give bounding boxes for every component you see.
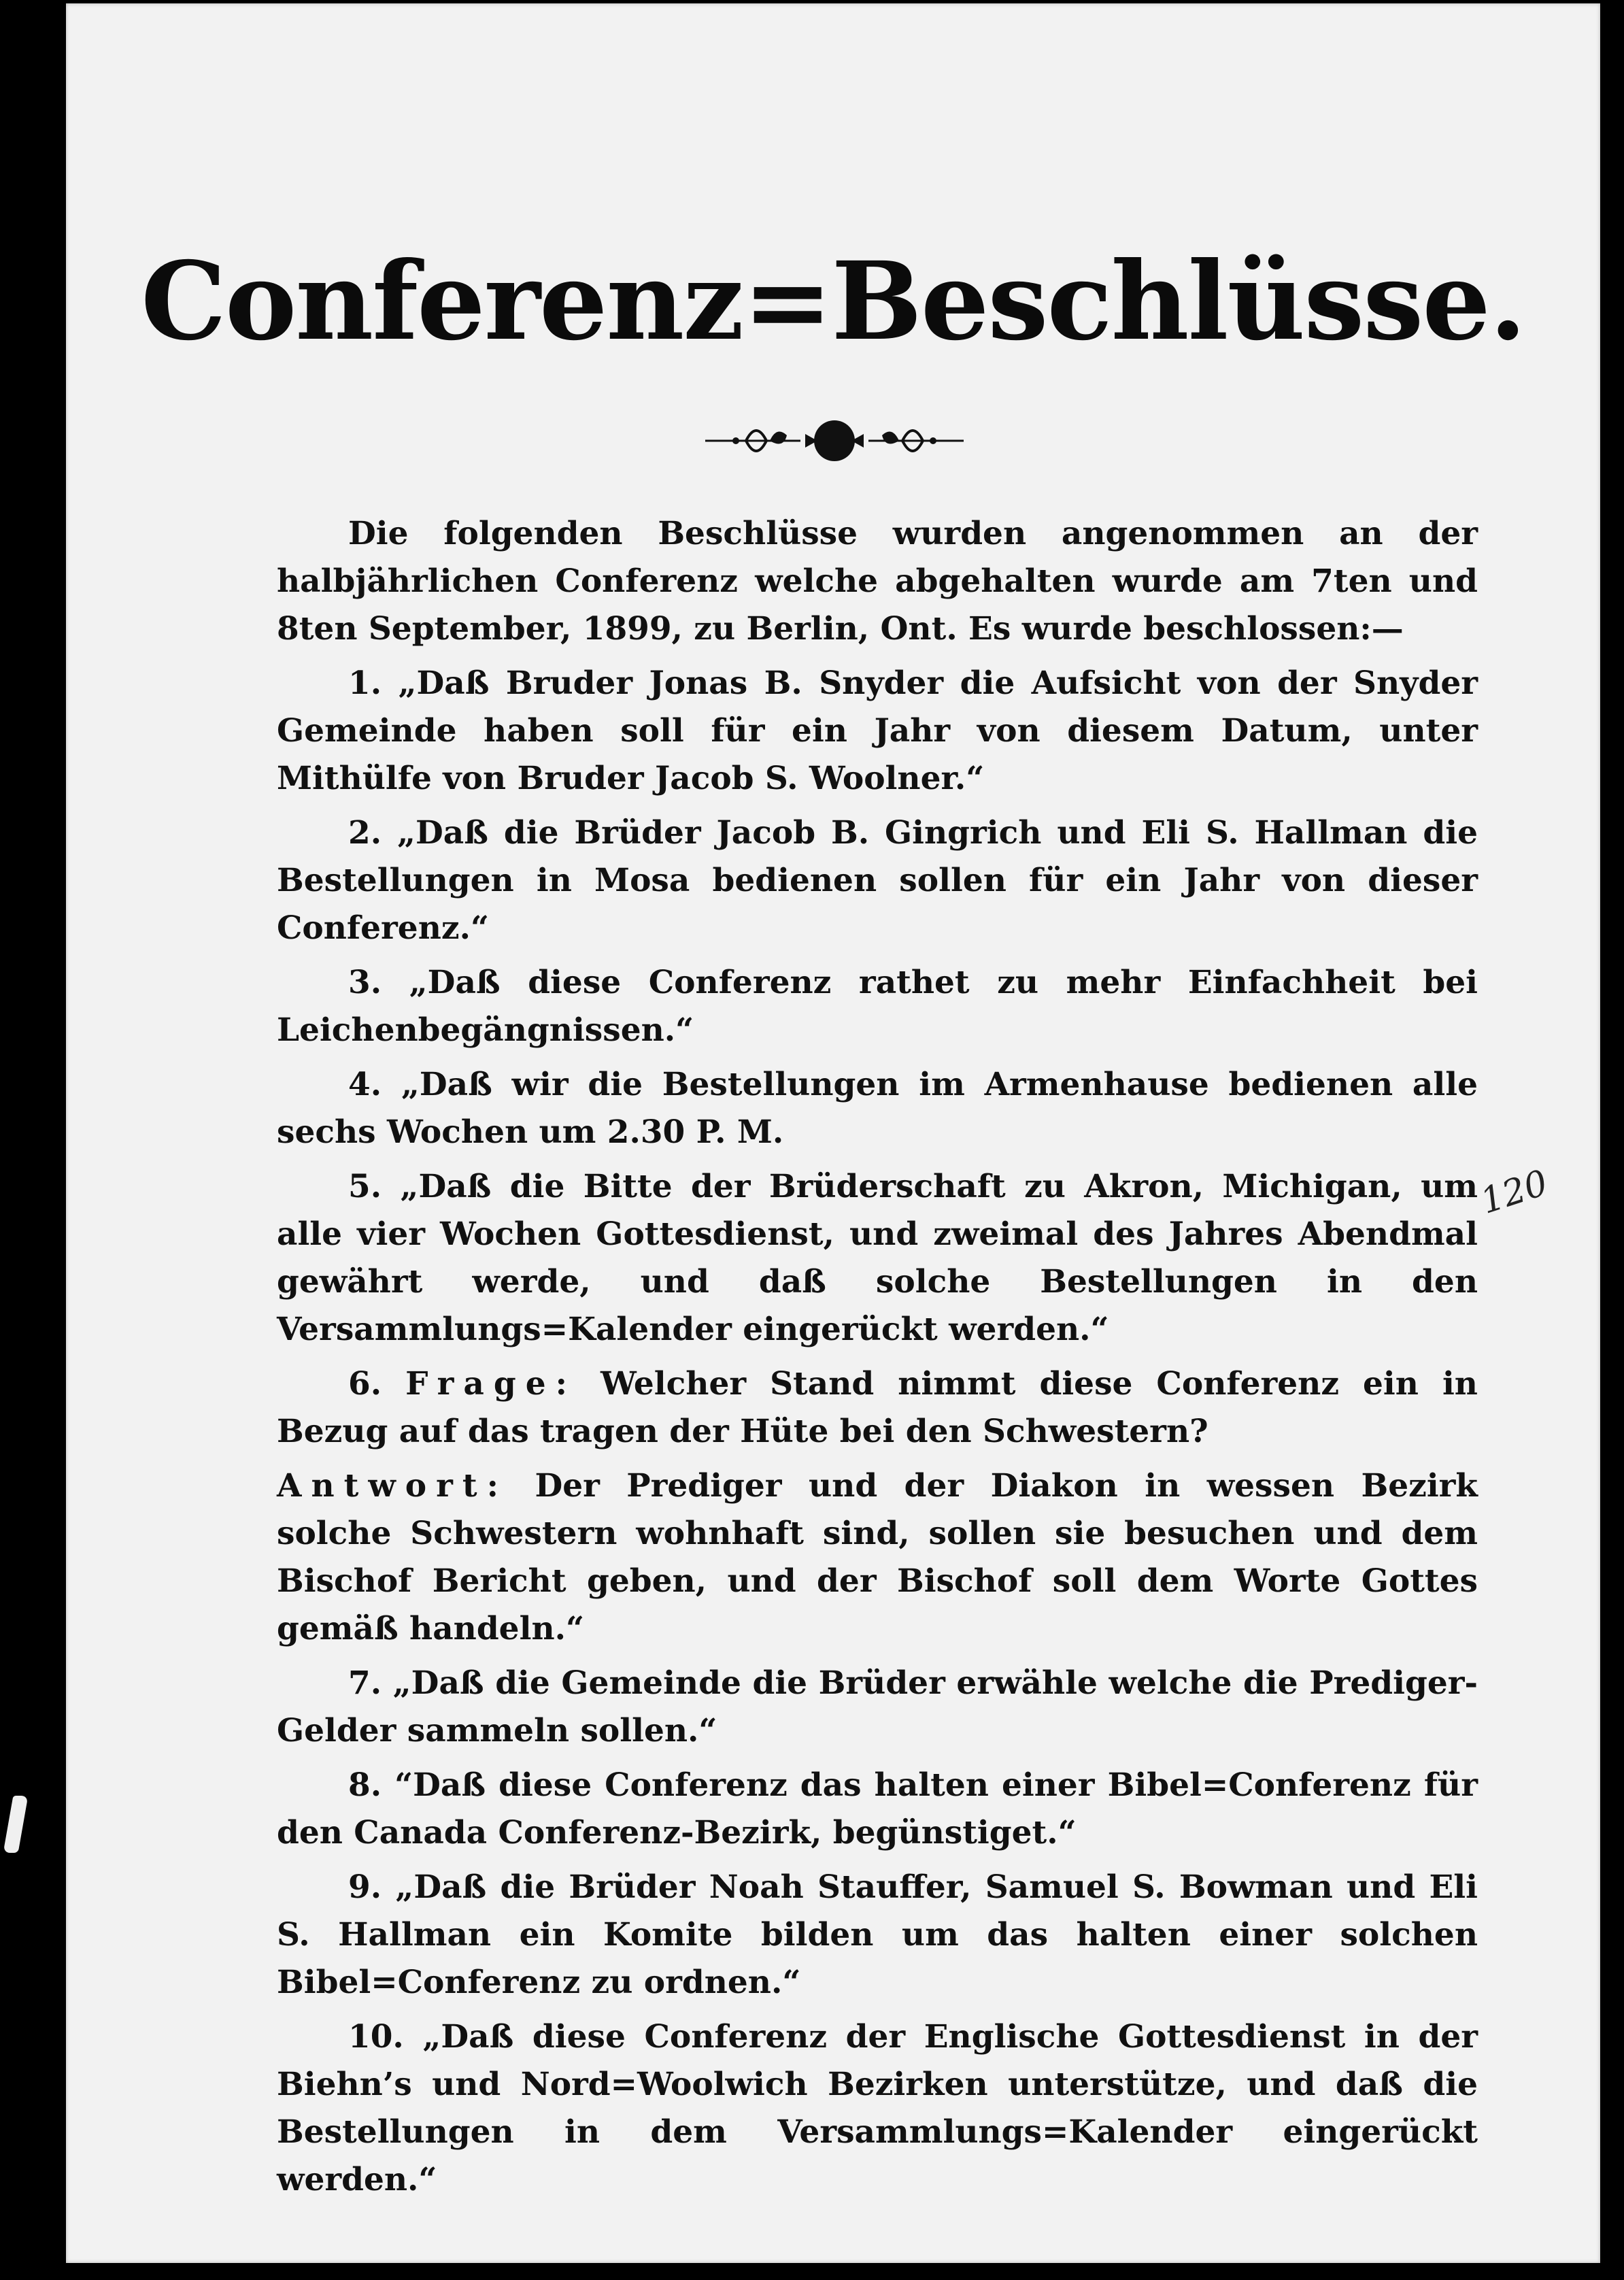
question-label: Frage: (405, 1365, 577, 1403)
resolution-8: 8. “Daß diese Conferenz das halten einer Bibel=Conferenz für den Canada Conferenz-Bezirk, begünstiget.“ (277, 1766, 1478, 1851)
resolution-3: 3. „Daß diese Conferenz rathet zu mehr Einfachheit bei Leichenbegängnissen.“ (277, 964, 1478, 1049)
scan-edge-mark (3, 1796, 29, 1853)
resolution-6-question (277, 1360, 1478, 1456)
resolution-10: 10. „Daß diese Conferenz der Englische Gottesdienst in der Biehn’s und Nord=Woolwich Bezirken unterstütze, und daß die Bestellungen in dem Versammlungs=Kalender eingerückt werden.“ (277, 2018, 1478, 2198)
resolution-6-answer (277, 1462, 1478, 1653)
answer-label: Antwort: (277, 1467, 508, 1505)
resolution-4: 4. „Daß wir die Bestellungen im Armenhause bedienen alle sechs Wochen um 2.30 P. M. (277, 1066, 1478, 1151)
question-text: Welcher Stand nimmt diese Conferenz ein in Bezug auf das tragen der Hüte bei den Schwestern? (277, 1365, 1478, 1450)
handwritten-margin-note: 120 (1476, 1162, 1553, 1222)
ornament-divider-icon (705, 410, 964, 471)
question-number: 6. (348, 1365, 382, 1403)
document-body (277, 510, 1478, 2211)
resolution-7: 7. „Daß die Gemeinde die Brüder erwähle welche die Prediger-Gelder sammeln sollen.“ (277, 1664, 1478, 1749)
resolution-9: 9. „Daß die Brüder Noah Stauffer, Samuel S. Bowman und Eli S. Hallman ein Komite bilden um das halten einer solchen Bibel=Conferenz zu ordnen.“ (277, 1868, 1478, 2001)
resolution-1: 1. „Daß Bruder Jonas B. Snyder die Aufsicht von der Snyder Gemeinde haben soll für ein Jahr von diesem Datum, unter Mithülfe von Bruder Jacob S. Woolner.“ (277, 665, 1478, 797)
resolution-2: 2. „Daß die Brüder Jacob B. Gingrich und Eli S. Hallman die Bestellungen in Mosa bedienen sollen für ein Jahr von dieser Conferenz.“ (277, 814, 1478, 947)
intro-paragraph: Die folgenden Beschlüsse wurden angenommen an der halbjährlichen Conferenz welche abgehalten wurde am 7ten und 8ten September, 1899, zu Berlin, Ont. Es wurde beschlossen:— (277, 515, 1478, 648)
answer-text: Der Prediger und der Diakon in wessen Bezirk solche Schwestern wohnhaft sind, sollen sie besuchen und dem Bischof Bericht geben, und der Bischof soll dem Worte Gottes gemäß handeln.“ (277, 1467, 1478, 1647)
resolution-5: 5. „Daß die Bitte der Brüderschaft zu Akron, Michigan, um alle vier Wochen Gottesdienst, und zweimal des Jahres Abendmal gewährt werde, und daß solche Bestellungen in den Versammlungs=Kalender eingerückt werden.“ (277, 1168, 1478, 1348)
document-page (66, 3, 1600, 2263)
document-title: Conferenz=Beschlüsse. (141, 239, 1525, 365)
